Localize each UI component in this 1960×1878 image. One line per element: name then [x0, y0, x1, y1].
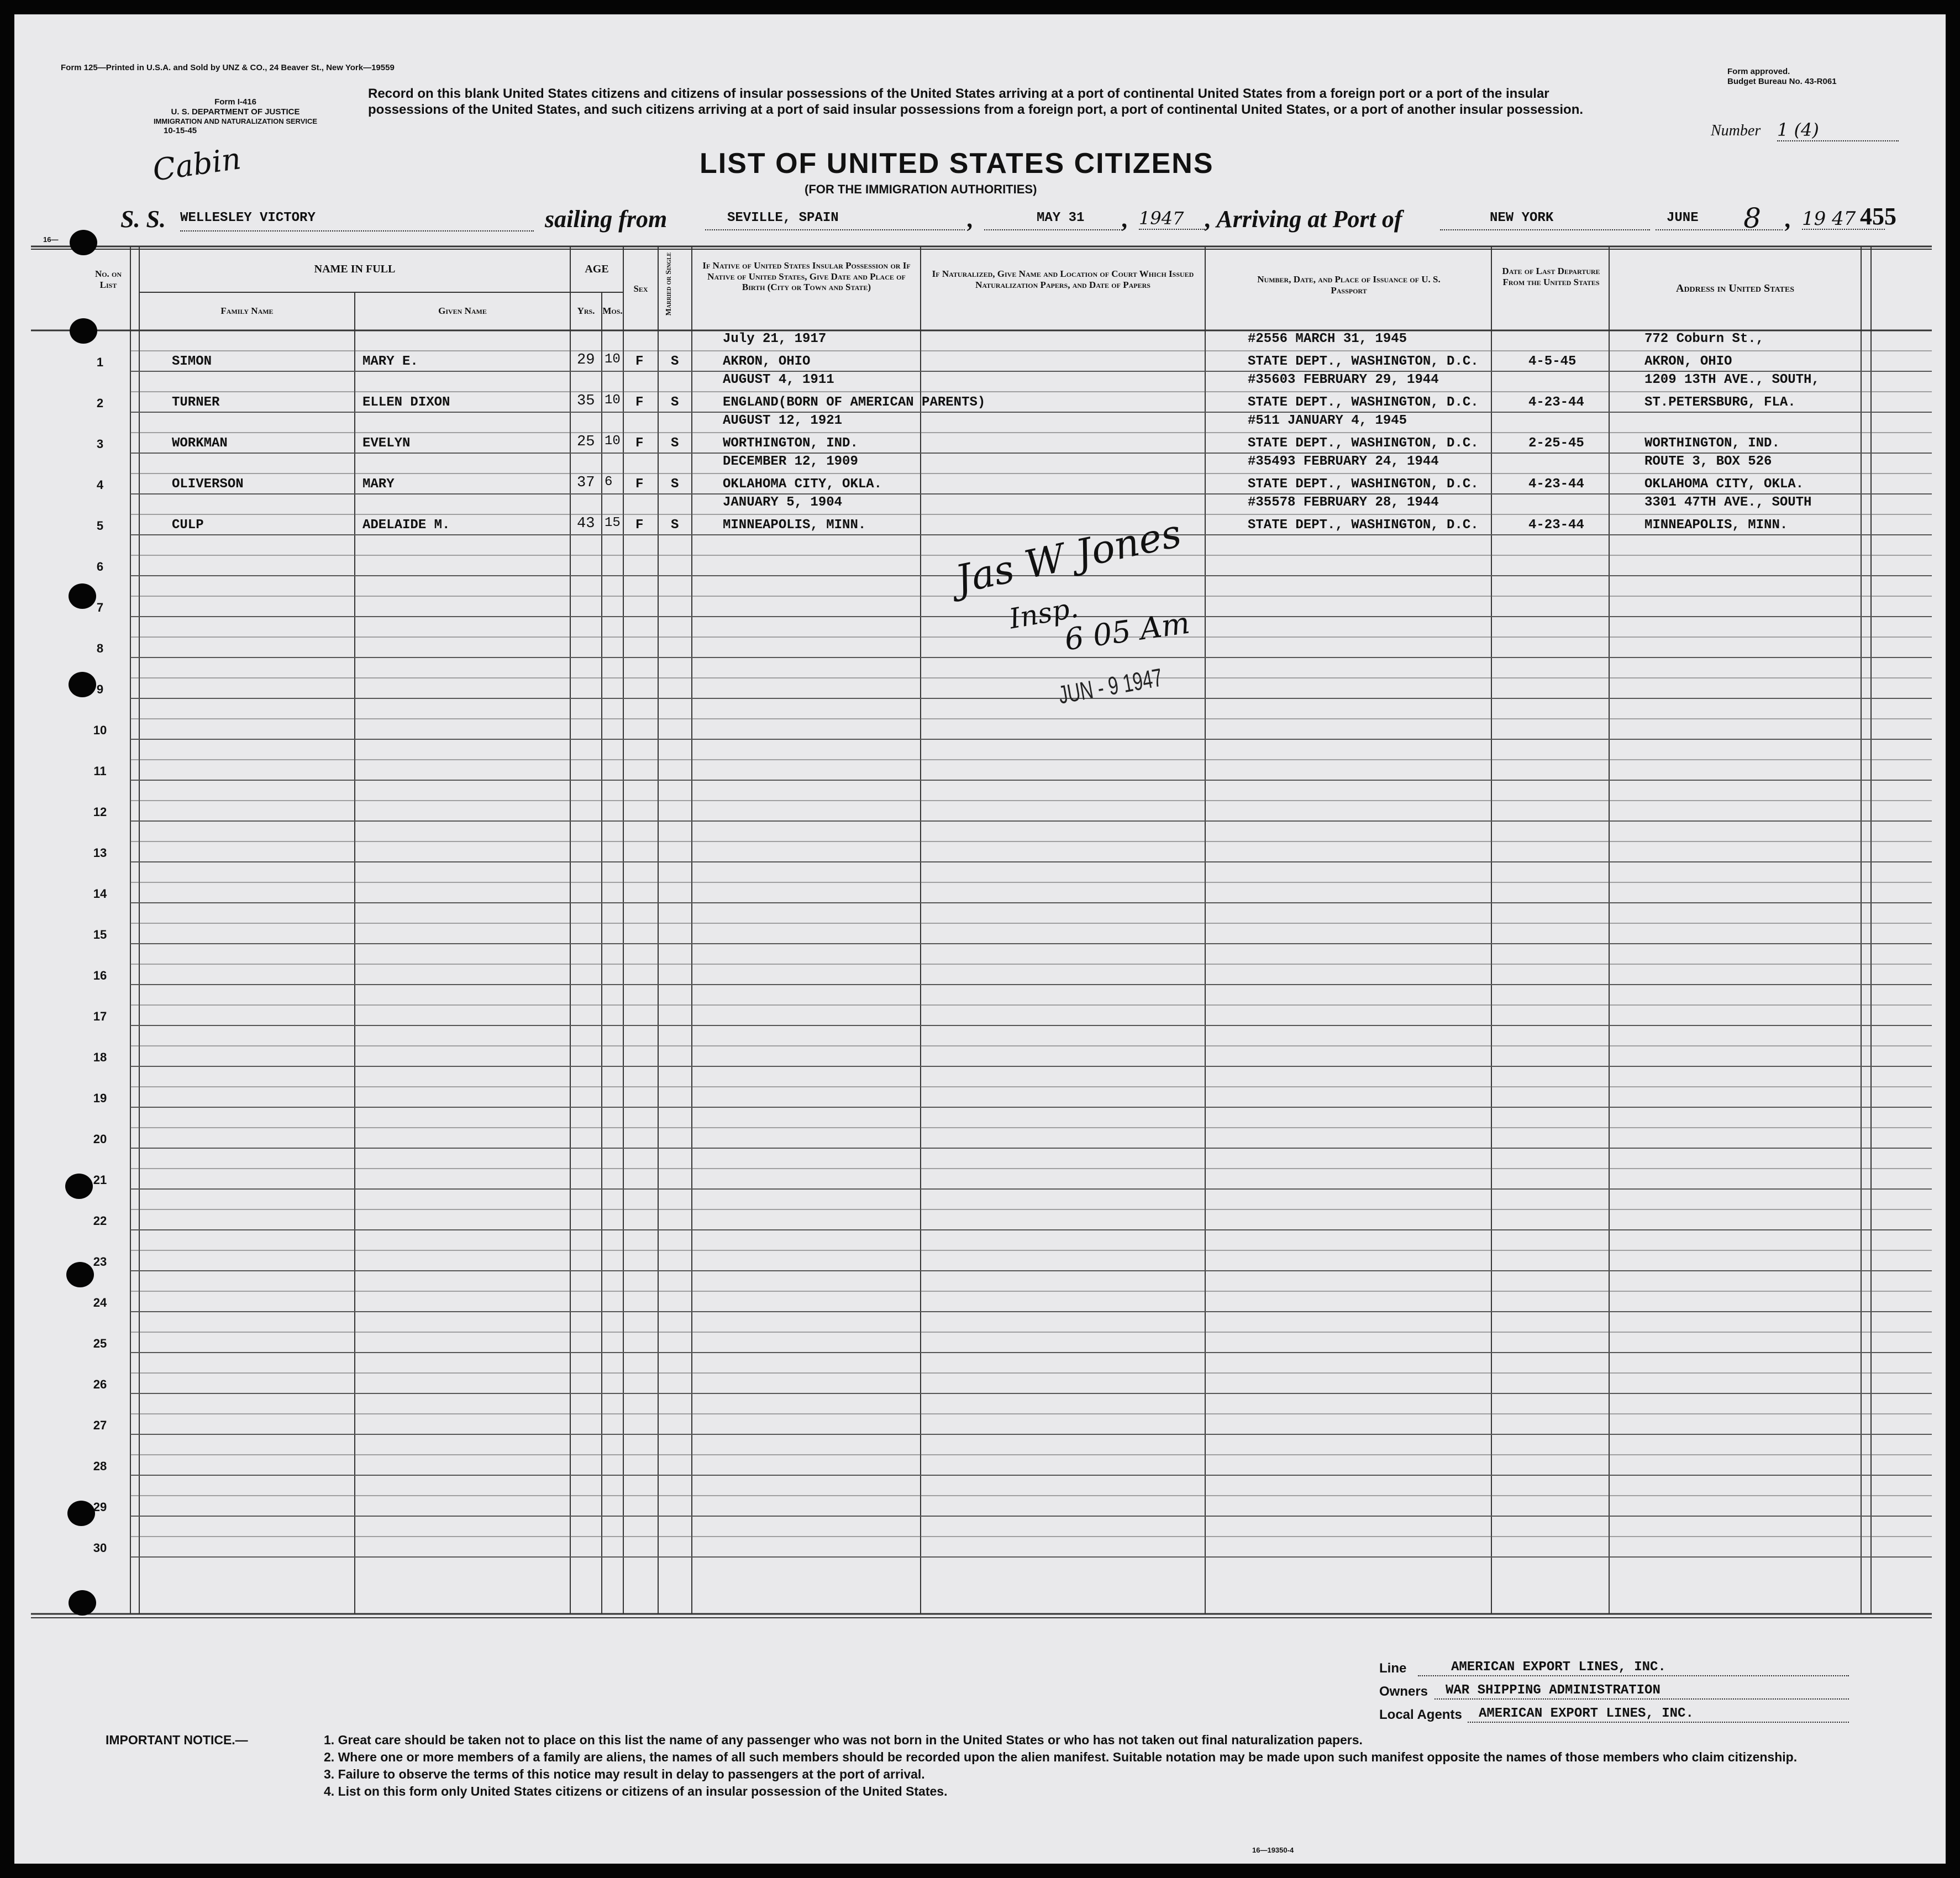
sex: F [635, 395, 644, 410]
marital-status: S [671, 395, 679, 410]
row-number: 8 [96, 641, 104, 655]
binder-hole [69, 1590, 96, 1616]
row-number: 12 [93, 805, 107, 819]
date-stamp: JUN - 9 1947 [1056, 662, 1165, 709]
col-last-departure: Date of Last Departure From the United States [1502, 266, 1600, 287]
ss-label: S. S. [120, 206, 166, 233]
address-line-2: AKRON, OHIO [1644, 354, 1732, 369]
last-departure-date: 4-23-44 [1528, 477, 1584, 492]
notice-item: 1. Great care should be taken not to place on this list the name of any passenger who was not born in the United States or who has not taken out final naturalization papers. [324, 1733, 1363, 1747]
arrival-year: 19 47 [1802, 208, 1885, 230]
row-number: 30 [93, 1541, 107, 1555]
row-number: 21 [93, 1173, 107, 1187]
given-name: EVELYN [362, 436, 411, 451]
row-number: 4 [96, 478, 104, 492]
row-number: 17 [93, 1009, 107, 1023]
row-number: 24 [93, 1296, 107, 1309]
family-name: WORKMAN [172, 436, 228, 451]
col-sex: Sex [633, 283, 648, 294]
line-label: Line [1379, 1661, 1407, 1676]
marital-status: S [671, 477, 679, 492]
page-number: 455 [1860, 203, 1896, 230]
page-subtitle: (FOR THE IMMIGRATION AUTHORITIES) [805, 182, 1037, 196]
address-line-1: 3301 47TH AVE., SOUTH [1644, 495, 1812, 510]
age-months: 10 [605, 434, 621, 449]
sex: F [635, 477, 644, 492]
row-number: 27 [93, 1418, 107, 1432]
family-name: SIMON [172, 354, 212, 369]
row-number: 28 [93, 1459, 107, 1473]
birth-place: ENGLAND(BORN OF AMERICAN PARENTS) [723, 395, 986, 410]
service-name: IMMIGRATION AND NATURALIZATION SERVICE [153, 117, 318, 125]
birth-date: AUGUST 12, 1921 [723, 413, 843, 428]
given-name: ADELAIDE M. [362, 518, 450, 533]
passport-place: STATE DEPT., WASHINGTON, D.C. [1248, 436, 1479, 451]
row-number: 11 [93, 764, 107, 778]
row-number: 19 [93, 1091, 107, 1105]
age-months: 15 [605, 515, 621, 530]
passport-place: STATE DEPT., WASHINGTON, D.C. [1248, 518, 1479, 533]
number-value: 1 (4) [1777, 119, 1899, 141]
sailing-label: sailing from [545, 206, 668, 233]
row-number: 14 [93, 887, 107, 901]
binder-hole [70, 230, 97, 255]
instructions-text: Record on this blank United States citizens and citizens of insular possessions of the United States arriving at a port of continental United States from a foreign port or a port of the insular possessions of the United States, and such citizens arriving at a port of said insular possessions from a foreign port, a port of continental United States, or a port of another insular possession. [368, 86, 1584, 117]
passport-number-date: #35603 FEBRUARY 29, 1944 [1248, 372, 1439, 387]
class-note: Cabin [150, 141, 243, 188]
arrival-day: 8 [1743, 202, 1761, 234]
birth-date: July 21, 1917 [723, 332, 827, 346]
passport-number-date: #35493 FEBRUARY 24, 1944 [1248, 454, 1439, 469]
manifest-sheet: Form 125—Printed in U.S.A. and Sold by UNZ & CO., 24 Beaver St., New York—19559 Form I-416 U. S. DEPARTMENT OF JUSTICE IMMIGRATION AND NATURALIZATION SERVICE 10-15-45 Form approved. Budget Bureau No. 43-R061 Record on this blank United States citizens and citizens of insular possessions of the United States arriving at a port of continental United States from a foreign port or a port of the insular possessions of the United States, and such citizens arriving at a port of said insular possessions from a foreign port, a port of continental United States, or a port of another insular possession. Number 1 (4) Cabin LIST OF UNITED STATES CITIZENS (FOR THE IMMIGRATION AUTHORITIES) S. S. WELLESLEY VICTORY sailing from SEVILLE, SPAIN , MAY 31 , 1947 , Arriving at Port of NEW YORK JUNE 8 , 19 47 455 16— No. on List NAME IN FULL Family Name Given Name AGE Yrs. Mos. Sex Married or Single If Native of United States Insular Possession or If Native of United States, Give Date and Place of Birth (City or Town and State) If Naturalized, Give Name and Location of Court Which Issued Naturalization Papers, and Date of Papers Number, Date, and Place of Issuance of U. S. Passport Date of Last Departure From the United States Address in United States 1 2 3 4 5 6 7 8 9 10 11 12 13 14 15 16 17 18 19 20 21 22 23 24 25 26 27 28 29 30 SIMON MARY E. 29 10 F S July 21, 1917 AKRON, OHIO #2556 MARCH 31, 1945 STATE DEPT., WASHINGTON, D.C. 4-5-45 772 Coburn St., AKRON, OHIO TURNER ELLEN DIXON 35 10 F S AUGUST 4, 1911 ENGLAND(BORN OF AMERICAN PARENTS) #35603 FEBRUARY 29, 1944 STATE DEPT., WASHINGTON, D.C. 4-23-44 1209 13TH AVE., SOUTH, ST.PETERSBURG, FLA. WORKMAN EVELYN 25 10 F S AUGUST 12, 1921 WORTHINGTON, IND. #511 JANUARY 4, 1945 STATE DEPT., WASHINGTON, D.C. 2-25-45 WORTHINGTON, IND. OLIVERSON MARY 37 6 F S DECEMBER 12, 1909 OKLAHOMA CITY, OKLA. #35493 FEBRUARY 24, 1944 STATE DEPT., WASHINGTON, D.C. 4-23-44 ROUTE 3, BOX 526 OKLAHOMA CITY, OKLA. CULP ADELAIDE M. 43 15 F S JANUARY 5, 1904 MINNEAPOLIS, MINN. #35578 FEBRUARY 28, 1944 STATE DEPT., WASHINGTON, D.C. 4-23-44 3301 47TH AVE., SOUTH MINNEAPOLIS, MINN. Jas W Jones Insp. 6 05 Am JUN - 9 1947 Line AMERICAN EXPORT LINES, INC. Owners WAR SHIPPING ADMINISTRATION Local Agents AMERICAN EXPORT LINES, INC. IMPORTANT NOTICE.— 1. Great care should be taken not to place on this list the name of any passenger who was not born in the United States or who has not taken out final naturalization papers. 2. Where one or more members of a family are aliens, the names of all such members should be recorded upon the alien manifest. Suitable notation may be made upon such manifest opposite the names of those members who claim citizenship. 3. Failure to observe the terms of this notice may result in delay to passengers at the port of arrival. 4. List on this form only United States citizens or citizens of an insular possession of the United States. 16—19350-4 [14, 14, 1946, 1864]
sailing-from: SEVILLE, SPAIN [705, 211, 965, 230]
address-line-2: OKLAHOMA CITY, OKLA. [1644, 477, 1804, 492]
age-months: 10 [605, 352, 621, 367]
page-title: LIST OF UNITED STATES CITIZENS [700, 148, 1214, 180]
passport-place: STATE DEPT., WASHINGTON, D.C. [1248, 354, 1479, 369]
address-line-2: MINNEAPOLIS, MINN. [1644, 518, 1788, 533]
notice-list [324, 1732, 1854, 1800]
passport-place: STATE DEPT., WASHINGTON, D.C. [1248, 477, 1479, 492]
row-number: 26 [93, 1377, 107, 1391]
family-name: TURNER [172, 395, 220, 410]
row-number: 7 [96, 601, 104, 614]
approval-line-2: Budget Bureau No. 43-R061 [1727, 77, 1837, 86]
address-line-2: WORTHINGTON, IND. [1644, 436, 1780, 451]
row-number: 5 [96, 519, 104, 533]
last-departure-date: 4-5-45 [1528, 354, 1577, 369]
col-address: Address in United States [1676, 282, 1794, 294]
birth-date: DECEMBER 12, 1909 [723, 454, 858, 469]
col-family-name: Family Name [220, 306, 274, 316]
col-married-single: Married or Single [664, 252, 673, 316]
col-naturalized: If Naturalized, Give Name and Location of Court Which Issued Naturalization Papers, and Date of Papers [932, 269, 1194, 290]
age-years: 25 [577, 434, 595, 450]
owners-value: WAR SHIPPING ADMINISTRATION [1434, 1683, 1849, 1700]
print-code: 16—19350-4 [1252, 1846, 1294, 1854]
col-passport: Number, Date, and Place of Issuance of U. S. Passport [1257, 274, 1441, 296]
row-number: 22 [93, 1214, 107, 1228]
row-number: 20 [93, 1132, 107, 1146]
agents-label: Local Agents [1379, 1707, 1462, 1722]
department-name: U. S. DEPARTMENT OF JUSTICE [171, 107, 300, 117]
age-months: 6 [605, 475, 613, 490]
given-name: ELLEN DIXON [362, 395, 450, 410]
birth-place: MINNEAPOLIS, MINN. [723, 518, 866, 533]
row-number: 16 [93, 969, 107, 982]
approval-line-1: Form approved. [1727, 67, 1790, 76]
last-departure-date: 4-23-44 [1528, 395, 1584, 410]
notice-heading: IMPORTANT NOTICE.— [106, 1733, 248, 1747]
col-name-in-full: NAME IN FULL [314, 263, 396, 275]
marital-status: S [671, 518, 679, 533]
notice-item: 4. List on this form only United States citizens or citizens of an insular possession of the United States. [324, 1784, 948, 1799]
marital-status: S [671, 354, 679, 369]
side-mark: 16— [43, 235, 59, 244]
col-yrs: Yrs. [577, 306, 595, 316]
family-name: CULP [172, 518, 204, 533]
sail-year: 1947 [1139, 208, 1205, 230]
arrival-port: NEW YORK [1440, 211, 1650, 230]
age-years: 43 [577, 515, 595, 532]
sex: F [635, 354, 644, 369]
col-age: AGE [585, 263, 609, 275]
arriving-label: , Arriving at Port of [1205, 206, 1402, 233]
owners-label: Owners [1379, 1684, 1428, 1699]
address-line-1: 1209 13TH AVE., SOUTH, [1644, 372, 1820, 387]
passport-number-date: #35578 FEBRUARY 28, 1944 [1248, 495, 1439, 510]
last-departure-date: 2-25-45 [1528, 436, 1584, 451]
birth-place: AKRON, OHIO [723, 354, 811, 369]
row-number: 3 [96, 437, 104, 451]
row-number: 10 [93, 723, 107, 737]
birth-place: WORTHINGTON, IND. [723, 436, 858, 451]
given-name: MARY E. [362, 354, 418, 369]
binder-hole [69, 672, 96, 697]
line-value: AMERICAN EXPORT LINES, INC. [1418, 1660, 1849, 1676]
family-name: OLIVERSON [172, 477, 244, 492]
row-number: 9 [96, 682, 104, 696]
row-number: 29 [93, 1500, 107, 1514]
birth-date: AUGUST 4, 1911 [723, 372, 834, 387]
binder-hole [66, 1262, 94, 1287]
form-date: 10-15-45 [164, 125, 197, 135]
address-line-1: 772 Coburn St., [1644, 332, 1764, 346]
birth-place: OKLAHOMA CITY, OKLA. [723, 477, 882, 492]
age-years: 29 [577, 352, 595, 369]
inspector-note: Insp. [1006, 591, 1081, 635]
age-years: 35 [577, 393, 595, 409]
given-name: MARY [362, 477, 395, 492]
printer-line: Form 125—Printed in U.S.A. and Sold by UNZ & CO., 24 Beaver St., New York—19559 [61, 63, 395, 72]
notice-item: 2. Where one or more members of a family are aliens, the names of all such members should be recorded upon the alien manifest. Suitable notation may be made upon such manifest opposite the names of those members who claim citizenship. [324, 1750, 1798, 1765]
col-given-name: Given Name [438, 306, 487, 316]
row-number: 18 [93, 1050, 107, 1064]
marital-status: S [671, 436, 679, 451]
number-label: Number [1711, 122, 1761, 139]
binder-hole [70, 318, 97, 344]
passport-number-date: #2556 MARCH 31, 1945 [1248, 332, 1407, 346]
passport-place: STATE DEPT., WASHINGTON, D.C. [1248, 395, 1479, 410]
row-number: 23 [93, 1255, 107, 1269]
row-number: 25 [93, 1337, 107, 1350]
age-months: 10 [605, 393, 621, 408]
passport-number-date: #511 JANUARY 4, 1945 [1248, 413, 1407, 428]
address-line-1: ROUTE 3, BOX 526 [1644, 454, 1772, 469]
notice-item: 3. Failure to observe the terms of this notice may result in delay to passengers at the port of arrival. [324, 1767, 925, 1782]
last-departure-date: 4-23-44 [1528, 518, 1584, 533]
birth-date: JANUARY 5, 1904 [723, 495, 843, 510]
row-number: 1 [96, 355, 104, 369]
form-number: Form I-416 [214, 97, 256, 107]
col-birth: If Native of United States Insular Possession or If Native of United States, Give Date and Place of Birth (City or Town and State) [702, 260, 911, 293]
binder-hole [69, 583, 96, 609]
row-number: 13 [93, 846, 107, 860]
arrival-month: JUNE [1656, 211, 1783, 230]
address-line-2: ST.PETERSBURG, FLA. [1644, 395, 1796, 410]
agents-value: AMERICAN EXPORT LINES, INC. [1468, 1706, 1849, 1723]
binder-hole [65, 1174, 93, 1199]
sex: F [635, 436, 644, 451]
inspector-signature: Jas W Jones [952, 510, 1185, 603]
col-no-on-list: No. on List [94, 269, 122, 290]
row-number: 6 [96, 560, 104, 574]
age-years: 37 [577, 475, 595, 491]
sex: F [635, 518, 644, 533]
row-number: 15 [93, 928, 107, 941]
binder-hole [67, 1501, 95, 1526]
row-number: 2 [96, 396, 104, 410]
sail-date: MAY 31 [984, 211, 1122, 230]
time-note: 6 05 Am [1062, 605, 1192, 657]
vessel-name: WELLESLEY VICTORY [180, 211, 534, 232]
col-mos: Mos. [602, 306, 623, 316]
